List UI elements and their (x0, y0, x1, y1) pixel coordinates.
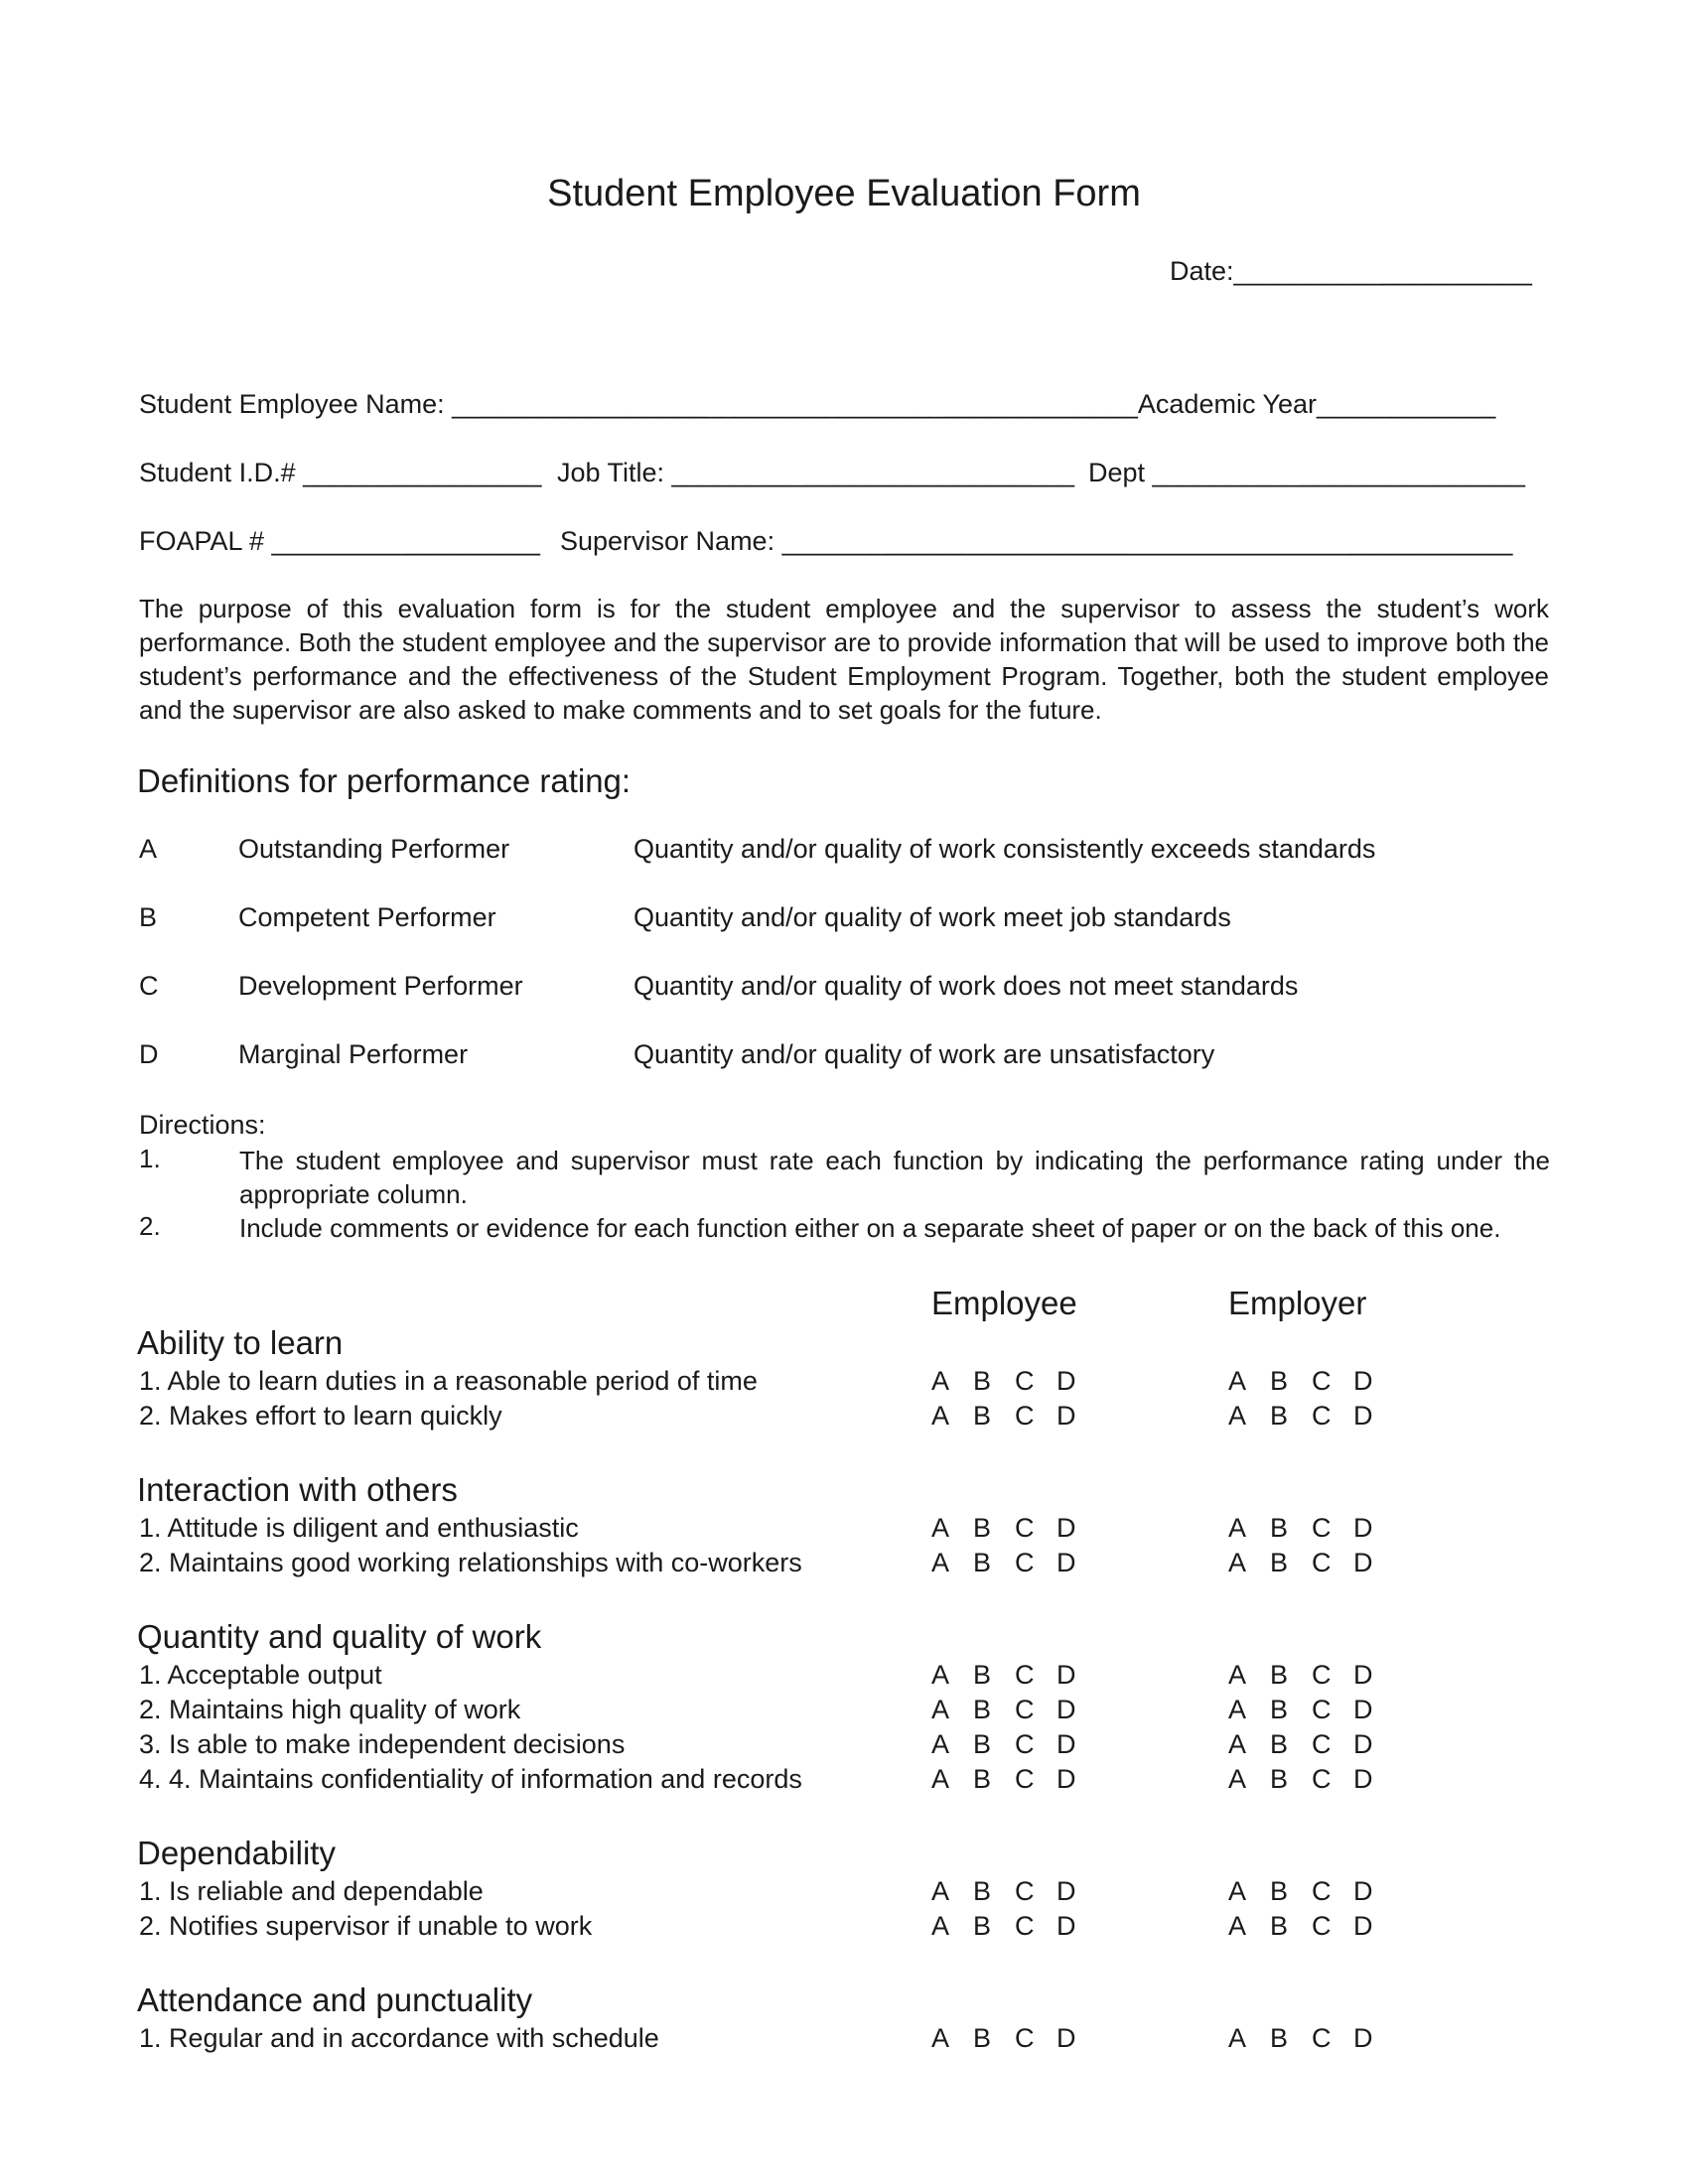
directions-num-1: 1. (139, 1144, 161, 1173)
employer-rating-c[interactable]: C (1312, 1366, 1332, 1396)
employee-rating-d[interactable]: D (1056, 1876, 1076, 1906)
definition-label: Marginal Performer (238, 1039, 469, 1069)
category-heading: Interaction with others (137, 1471, 458, 1508)
employer-rating-options (1228, 1764, 1395, 1795)
employer-rating-c[interactable]: C (1312, 1729, 1332, 1759)
definitions-heading: Definitions for performance rating: (137, 762, 632, 799)
employee-rating-a[interactable]: A (931, 2023, 950, 2053)
foapal-field[interactable]: FOAPAL # __________________ (139, 526, 540, 556)
directions-text-1: The student employee and supervisor must rate each function by indicating the performance rating under the appropriate column. (239, 1146, 1550, 1209)
employee-rating-c[interactable]: C (1015, 1513, 1035, 1543)
employee-rating-b[interactable]: B (973, 1513, 992, 1543)
employer-rating-b[interactable]: B (1270, 1401, 1289, 1431)
employee-rating-options (931, 1729, 1098, 1760)
evaluation-item: 2. Makes effort to learn quickly (139, 1401, 502, 1431)
employer-rating-b[interactable]: B (1270, 2023, 1289, 2053)
employee-rating-b[interactable]: B (973, 1695, 992, 1724)
employee-rating-options (931, 1548, 1098, 1578)
employee-rating-d[interactable]: D (1056, 1911, 1076, 1941)
employee-rating-d[interactable]: D (1056, 1401, 1076, 1431)
employee-rating-c[interactable]: C (1015, 1548, 1035, 1577)
employee-rating-b[interactable]: B (973, 1729, 992, 1759)
directions-heading: Directions: (139, 1110, 266, 1140)
employee-rating-c[interactable]: C (1015, 1764, 1035, 1794)
employer-rating-c[interactable]: C (1312, 1695, 1332, 1724)
job-title-field[interactable]: Job Title: ___________________________ (557, 458, 1074, 487)
evaluation-item: 1. Able to learn duties in a reasonable period of time (139, 1366, 758, 1396)
employee-rating-c[interactable]: C (1015, 1660, 1035, 1690)
employee-rating-options (931, 1695, 1098, 1725)
employee-rating-options (931, 1660, 1098, 1691)
employer-rating-options (1228, 1513, 1395, 1544)
employee-rating-options (931, 1366, 1098, 1397)
evaluation-item: 1. Attitude is diligent and enthusiastic (139, 1513, 579, 1543)
employee-rating-options (931, 1764, 1098, 1795)
employee-rating-d[interactable]: D (1056, 1513, 1076, 1543)
employee-rating-d[interactable]: D (1056, 1366, 1076, 1396)
employer-rating-b[interactable]: B (1270, 1660, 1289, 1690)
employee-rating-b[interactable]: B (973, 1911, 992, 1941)
employee-rating-b[interactable]: B (973, 1660, 992, 1690)
employee-rating-d[interactable]: D (1056, 1729, 1076, 1759)
employee-rating-b[interactable]: B (973, 1366, 992, 1396)
evaluation-item: 1. Acceptable output (139, 1660, 382, 1690)
employee-rating-a[interactable]: A (931, 1695, 950, 1724)
employer-rating-d[interactable]: D (1353, 1660, 1373, 1690)
page-title: Student Employee Evaluation Form (547, 173, 1141, 214)
employer-rating-d[interactable]: D (1353, 1401, 1373, 1431)
employer-rating-d[interactable]: D (1353, 1366, 1373, 1396)
employer-rating-d[interactable]: D (1353, 1911, 1373, 1941)
definition-description: Quantity and/or quality of work are unsatisfactory (633, 1039, 1215, 1069)
employer-rating-a[interactable]: A (1228, 2023, 1247, 2053)
employer-rating-c[interactable]: C (1312, 1513, 1332, 1543)
employer-rating-d[interactable]: D (1353, 2023, 1373, 2053)
employer-rating-c[interactable]: C (1312, 1764, 1332, 1794)
employee-rating-a[interactable]: A (931, 1729, 950, 1759)
employer-rating-a[interactable]: A (1228, 1513, 1247, 1543)
employer-rating-b[interactable]: B (1270, 1764, 1289, 1794)
employer-rating-d[interactable]: D (1353, 1876, 1373, 1906)
employee-rating-c[interactable]: C (1015, 1876, 1035, 1906)
employee-rating-a[interactable]: A (931, 1764, 950, 1794)
definition-letter: B (139, 902, 158, 932)
employer-rating-a[interactable]: A (1228, 1695, 1247, 1724)
date-field[interactable]: Date:____________________ (1170, 256, 1532, 286)
directions-num-2: 2. (139, 1211, 161, 1241)
employee-rating-d[interactable]: D (1056, 2023, 1076, 2053)
employer-rating-b[interactable]: B (1270, 1695, 1289, 1724)
employee-rating-a[interactable]: A (931, 1366, 950, 1396)
employer-rating-options (1228, 1660, 1395, 1691)
employer-column-header: Employer (1228, 1285, 1367, 1321)
employer-rating-options (1228, 1366, 1395, 1397)
employer-rating-d[interactable]: D (1353, 1695, 1373, 1724)
employee-rating-options (931, 2023, 1098, 2054)
evaluation-item: 1. Is reliable and dependable (139, 1876, 484, 1906)
definition-letter: D (139, 1039, 159, 1069)
employee-rating-d[interactable]: D (1056, 1764, 1076, 1794)
employer-rating-c[interactable]: C (1312, 1911, 1332, 1941)
category-heading: Ability to learn (137, 1324, 344, 1361)
employer-rating-c[interactable]: C (1312, 2023, 1332, 2053)
employer-rating-options (1228, 1876, 1395, 1907)
employee-rating-options (931, 1876, 1098, 1907)
student-id-field[interactable]: Student I.D.# ________________ (139, 458, 542, 487)
employer-rating-options (1228, 1729, 1395, 1760)
definition-letter: C (139, 971, 159, 1001)
employee-rating-a[interactable]: A (931, 1876, 950, 1906)
definition-label: Development Performer (238, 971, 523, 1001)
employer-rating-a[interactable]: A (1228, 1548, 1247, 1577)
employer-rating-b[interactable]: B (1270, 1513, 1289, 1543)
definition-label: Outstanding Performer (238, 834, 510, 864)
evaluation-item: 2. Maintains high quality of work (139, 1695, 521, 1724)
definition-description: Quantity and/or quality of work does not meet standards (633, 971, 1299, 1001)
employee-rating-c[interactable]: C (1015, 1695, 1035, 1724)
employer-rating-b[interactable]: B (1270, 1729, 1289, 1759)
category-heading: Quantity and quality of work (137, 1618, 542, 1655)
employee-rating-c[interactable]: C (1015, 1911, 1035, 1941)
employee-rating-a[interactable]: A (931, 1513, 950, 1543)
employee-rating-d[interactable]: D (1056, 1660, 1076, 1690)
supervisor-name-field[interactable]: Supervisor Name: _________________________________________________ (560, 526, 1513, 556)
employee-rating-b[interactable]: B (973, 1764, 992, 1794)
employer-rating-a[interactable]: A (1228, 1660, 1247, 1690)
employee-rating-options (931, 1513, 1098, 1544)
employer-rating-options (1228, 1911, 1395, 1942)
employee-rating-options (931, 1401, 1098, 1432)
evaluation-item: 2. Notifies supervisor if unable to work (139, 1911, 593, 1941)
employer-rating-a[interactable]: A (1228, 1401, 1247, 1431)
employee-rating-b[interactable]: B (973, 2023, 992, 2053)
name-academic-year-field[interactable]: Student Employee Name: ______________________________________________Academic Year____________ (139, 389, 1496, 419)
category-heading: Dependability (137, 1835, 336, 1871)
employee-rating-d[interactable]: D (1056, 1548, 1076, 1577)
employer-rating-b[interactable]: B (1270, 1548, 1289, 1577)
employer-rating-c[interactable]: C (1312, 1548, 1332, 1577)
employer-rating-c[interactable]: C (1312, 1876, 1332, 1906)
employer-rating-a[interactable]: A (1228, 1366, 1247, 1396)
employer-rating-options (1228, 2023, 1395, 2054)
employee-rating-b[interactable]: B (973, 1548, 992, 1577)
employer-rating-d[interactable]: D (1353, 1513, 1373, 1543)
employer-rating-d[interactable]: D (1353, 1548, 1373, 1577)
evaluation-item: 1. Regular and in accordance with schedule (139, 2023, 659, 2053)
employer-rating-options (1228, 1401, 1395, 1432)
employee-rating-options (931, 1911, 1098, 1942)
employee-rating-c[interactable]: C (1015, 2023, 1035, 2053)
employer-rating-a[interactable]: A (1228, 1911, 1247, 1941)
purpose-paragraph: The purpose of this evaluation form is for the student employee and the supervisor to assess the student’s work performance. Both the student employee and the supervisor are to provide information that will be used to improve both the student’s performance and the effectiveness of the Student Employment Program. Together, both the student employee and the supervisor are also asked to make comments and to set goals for the future. (139, 594, 1549, 725)
employee-rating-c[interactable]: C (1015, 1729, 1035, 1759)
employer-rating-a[interactable]: A (1228, 1729, 1247, 1759)
employer-rating-a[interactable]: A (1228, 1764, 1247, 1794)
employee-rating-b[interactable]: B (973, 1876, 992, 1906)
employer-rating-c[interactable]: C (1312, 1401, 1332, 1431)
definition-letter: A (139, 834, 158, 864)
evaluation-item: 2. Maintains good working relationships with co-workers (139, 1548, 802, 1577)
employee-rating-a[interactable]: A (931, 1401, 950, 1431)
employer-rating-options (1228, 1548, 1395, 1578)
category-heading: Attendance and punctuality (137, 1981, 533, 2018)
employer-rating-d[interactable]: D (1353, 1764, 1373, 1794)
evaluation-item: 3. Is able to make independent decisions (139, 1729, 626, 1759)
definition-description: Quantity and/or quality of work consistently exceeds standards (633, 834, 1376, 864)
employer-rating-a[interactable]: A (1228, 1876, 1247, 1906)
employee-rating-c[interactable]: C (1015, 1401, 1035, 1431)
employee-rating-c[interactable]: C (1015, 1366, 1035, 1396)
evaluation-item: 4. 4. Maintains confidentiality of information and records (139, 1764, 802, 1794)
employer-rating-b[interactable]: B (1270, 1911, 1289, 1941)
directions-text-2: Include comments or evidence for each function either on a separate sheet of paper or on the back of this one. (239, 1213, 1501, 1243)
employee-rating-a[interactable]: A (931, 1660, 950, 1690)
employer-rating-options (1228, 1695, 1395, 1725)
dept-field[interactable]: Dept _________________________ (1088, 458, 1525, 487)
employee-rating-d[interactable]: D (1056, 1695, 1076, 1724)
employee-rating-a[interactable]: A (931, 1911, 950, 1941)
employer-rating-b[interactable]: B (1270, 1876, 1289, 1906)
definition-description: Quantity and/or quality of work meet job standards (633, 902, 1231, 932)
employee-column-header: Employee (931, 1285, 1077, 1321)
employee-rating-b[interactable]: B (973, 1401, 992, 1431)
employer-rating-b[interactable]: B (1270, 1366, 1289, 1396)
employer-rating-d[interactable]: D (1353, 1729, 1373, 1759)
employer-rating-c[interactable]: C (1312, 1660, 1332, 1690)
employee-rating-a[interactable]: A (931, 1548, 950, 1577)
definition-label: Competent Performer (238, 902, 496, 932)
